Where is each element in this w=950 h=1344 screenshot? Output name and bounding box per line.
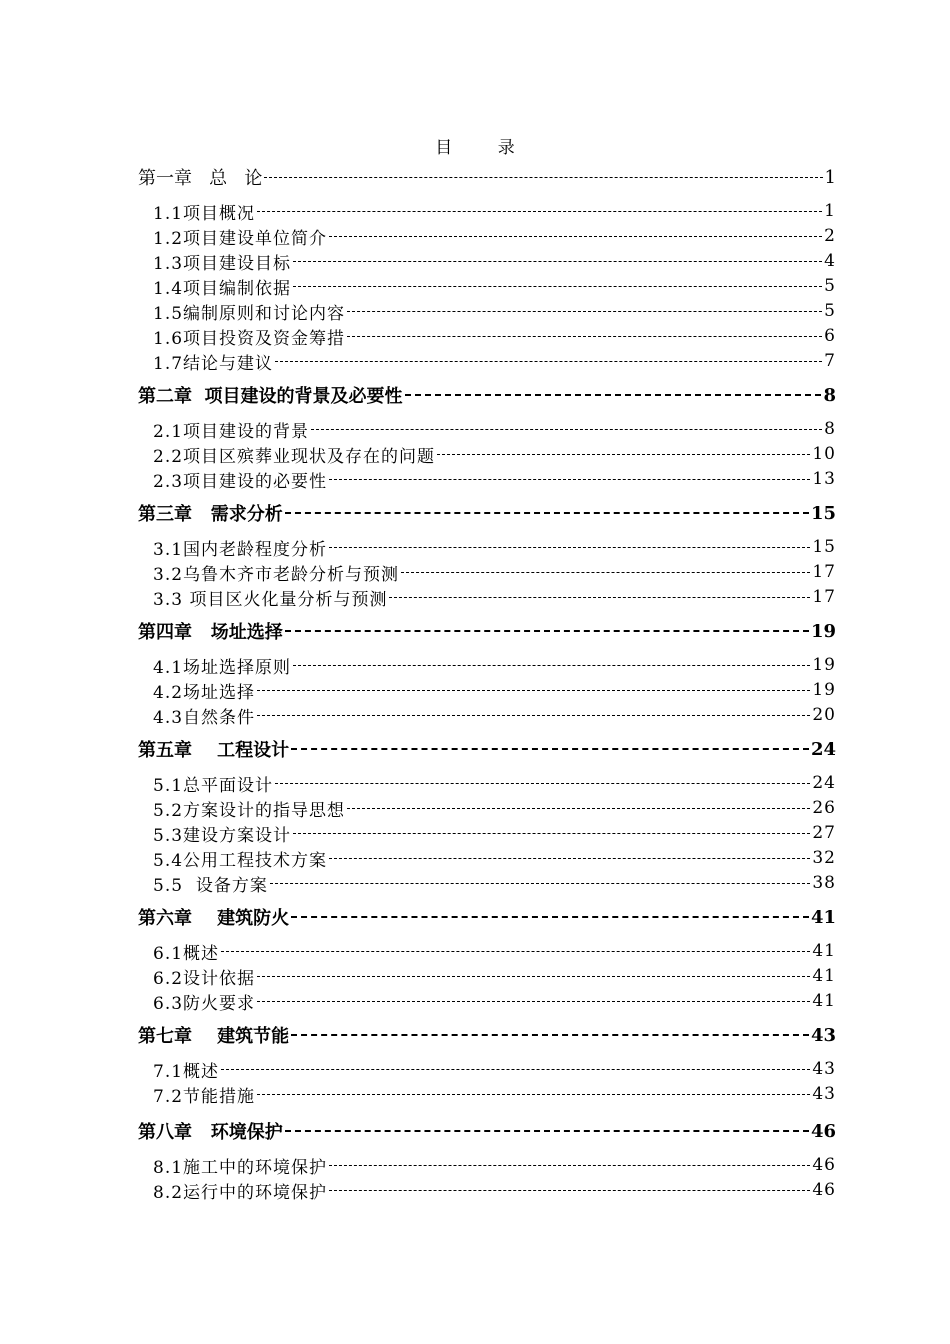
toc-section-5-4[interactable] (138, 845, 836, 871)
toc-section-label: 4.2场址选择 (153, 682, 256, 703)
leader-dots (257, 976, 810, 977)
toc-section-label: 8.2运行中的环境保护 (153, 1182, 328, 1203)
toc-section-1-4[interactable] (138, 273, 836, 299)
toc-section-label: 6.3防火要求 (153, 993, 256, 1014)
toc-page-number: 1 (824, 166, 836, 188)
toc-section-label: 5.4公用工程技术方案 (153, 850, 328, 871)
toc-page-number: 41 (812, 966, 836, 986)
leader-dots (285, 1130, 809, 1132)
leader-dots (329, 547, 810, 548)
toc-chapter-label: 第六章 建筑防火 (138, 908, 290, 929)
toc-page-number: 5 (824, 276, 836, 296)
leader-dots (311, 429, 822, 430)
leader-dots (221, 951, 810, 952)
toc-section-1-1[interactable] (138, 198, 836, 224)
toc-section-1-6[interactable] (138, 323, 836, 349)
toc-section-label: 1.4项目编制依据 (153, 278, 292, 299)
toc-section-label: 7.2节能措施 (153, 1086, 256, 1107)
leader-dots (257, 1094, 810, 1095)
leader-dots (329, 1190, 810, 1191)
leader-dots (389, 597, 810, 598)
toc-page-number: 41 (812, 991, 836, 1011)
toc-section-7-1[interactable] (138, 1056, 836, 1082)
toc-chapter-1[interactable] (138, 164, 836, 190)
toc-section-label: 1.1项目概况 (153, 203, 256, 224)
toc-page-number: 46 (812, 1155, 836, 1175)
toc-section-4-2[interactable] (138, 677, 836, 703)
toc-page-number: 15 (810, 502, 836, 524)
toc-section-3-1[interactable] (138, 534, 836, 560)
toc-section-label: 4.1场址选择原则 (153, 657, 292, 678)
leader-dots (293, 286, 822, 287)
toc-section-label: 1.3项目建设目标 (153, 253, 292, 274)
toc-section-label: 5.2方案设计的指导思想 (153, 800, 346, 821)
leader-dots (257, 715, 810, 716)
toc-section-8-2[interactable] (138, 1177, 836, 1203)
leader-dots (264, 177, 822, 178)
toc-page-number: 43 (812, 1059, 836, 1079)
toc-section-label: 1.6项目投资及资金筹措 (153, 328, 346, 349)
leader-dots (275, 361, 822, 362)
toc-page-number: 19 (810, 620, 836, 642)
toc-chapter-2[interactable] (138, 382, 836, 408)
toc-page-number: 17 (812, 562, 836, 582)
toc-chapter-3[interactable] (138, 500, 836, 526)
toc-page-number: 6 (824, 326, 836, 346)
toc-page-number: 4 (824, 251, 836, 271)
toc-section-label: 6.2设计依据 (153, 968, 256, 989)
toc-section-1-3[interactable] (138, 248, 836, 274)
leader-dots (293, 261, 822, 262)
toc-section-label: 3.1国内老龄程度分析 (153, 539, 328, 560)
toc-section-4-1[interactable] (138, 652, 836, 678)
toc-section-label: 1.2项目建设单位简介 (153, 228, 328, 249)
toc-page-number: 27 (812, 823, 836, 843)
toc-page-number: 38 (812, 873, 836, 893)
toc-page-number: 41 (812, 941, 836, 961)
toc-page-number: 32 (812, 848, 836, 868)
leader-dots (347, 808, 810, 809)
toc-section-1-5[interactable] (138, 298, 836, 324)
toc-section-6-3[interactable] (138, 988, 836, 1014)
toc-section-3-3[interactable] (138, 584, 836, 610)
toc-section-4-3[interactable] (138, 702, 836, 728)
toc-section-1-7[interactable] (138, 348, 836, 374)
leader-dots (329, 858, 810, 859)
toc-section-2-2[interactable] (138, 441, 836, 467)
toc-chapter-label: 第三章 需求分析 (138, 504, 283, 525)
toc-chapter-label: 第四章 场址选择 (138, 622, 283, 643)
leader-dots (293, 833, 810, 834)
toc-section-label: 1.7结论与建议 (153, 353, 274, 374)
toc-section-6-1[interactable] (138, 938, 836, 964)
toc-page-number: 17 (812, 587, 836, 607)
toc-chapter-label: 第二章 项目建设的背景及必要性 (138, 386, 403, 407)
leader-dots (275, 783, 810, 784)
toc-page-number: 46 (812, 1180, 836, 1200)
toc-page-number: 10 (812, 444, 836, 464)
toc-section-label: 3.3 项目区火化量分析与预测 (153, 589, 388, 610)
toc-page-number: 24 (810, 738, 836, 760)
toc-chapter-6[interactable] (138, 904, 836, 930)
toc-section-1-2[interactable] (138, 223, 836, 249)
toc-page-number: 7 (824, 351, 836, 371)
toc-page-number: 43 (810, 1024, 836, 1046)
toc-section-6-2[interactable] (138, 963, 836, 989)
toc-section-5-2[interactable] (138, 795, 836, 821)
toc-section-5-5[interactable] (138, 870, 836, 896)
toc-page-number: 8 (823, 384, 836, 406)
leader-dots (270, 883, 811, 884)
leader-dots (405, 394, 822, 396)
toc-section-label: 2.3项目建设的必要性 (153, 471, 328, 492)
toc-section-2-3[interactable] (138, 466, 836, 492)
toc-section-2-1[interactable] (138, 416, 836, 442)
leader-dots (347, 311, 822, 312)
leader-dots (291, 916, 809, 918)
toc-chapter-8[interactable] (138, 1118, 836, 1144)
toc-section-7-2[interactable] (138, 1081, 836, 1107)
toc-page-number: 2 (824, 226, 836, 246)
toc-section-label: 5.5 设备方案 (153, 875, 268, 896)
toc-chapter-label: 第八章 环境保护 (138, 1122, 283, 1143)
toc-page-number: 13 (812, 469, 836, 489)
toc-chapter-label: 第七章 建筑节能 (138, 1026, 290, 1047)
toc-page-number: 8 (824, 419, 836, 439)
toc-page-number: 24 (812, 773, 836, 793)
leader-dots (437, 454, 810, 455)
leader-dots (257, 1001, 810, 1002)
toc-chapter-7[interactable] (138, 1022, 836, 1048)
leader-dots (329, 1165, 810, 1166)
toc-section-label: 8.1施工中的环境保护 (153, 1157, 328, 1178)
toc-section-label: 1.5编制原则和讨论内容 (153, 303, 346, 324)
leader-dots (329, 236, 822, 237)
toc-page-number: 19 (812, 655, 836, 675)
toc-page-number: 15 (812, 537, 836, 557)
toc-section-5-1[interactable] (138, 770, 836, 796)
leader-dots (291, 748, 809, 750)
leader-dots (257, 690, 810, 691)
toc-page-number: 1 (824, 201, 836, 221)
leader-dots (221, 1069, 810, 1070)
toc-chapter-4[interactable] (138, 618, 836, 644)
toc-page-number: 19 (812, 680, 836, 700)
leader-dots (285, 630, 809, 632)
leader-dots (329, 479, 810, 480)
toc-page-number: 5 (824, 301, 836, 321)
leader-dots (257, 211, 822, 212)
toc-section-label: 5.1总平面设计 (153, 775, 274, 796)
toc-section-label: 6.1概述 (153, 943, 220, 964)
toc-chapter-label: 第五章 工程设计 (138, 740, 290, 761)
leader-dots (285, 512, 809, 514)
toc-section-label: 3.2乌鲁木齐市老龄分析与预测 (153, 564, 400, 585)
toc-page-number: 41 (810, 906, 836, 928)
toc-section-3-2[interactable] (138, 559, 836, 585)
toc-section-5-3[interactable] (138, 820, 836, 846)
toc-section-8-1[interactable] (138, 1152, 836, 1178)
toc-chapter-label: 第一章 总 论 (138, 168, 263, 189)
toc-page-number: 26 (812, 798, 836, 818)
toc-section-label: 5.3建设方案设计 (153, 825, 292, 846)
toc-page-number: 43 (812, 1084, 836, 1104)
leader-dots (293, 665, 810, 666)
leader-dots (347, 336, 822, 337)
toc-section-label: 2.1项目建设的背景 (153, 421, 310, 442)
toc-section-label: 2.2项目区殡葬业现状及存在的问题 (153, 446, 436, 467)
toc-page-number: 46 (810, 1120, 836, 1142)
toc-chapter-5[interactable] (138, 736, 836, 762)
toc-page-number: 20 (812, 705, 836, 725)
leader-dots (401, 572, 810, 573)
toc-title: 目 录 (435, 138, 535, 158)
toc-section-label: 7.1概述 (153, 1061, 220, 1082)
leader-dots (291, 1034, 809, 1036)
toc-section-label: 4.3自然条件 (153, 707, 256, 728)
